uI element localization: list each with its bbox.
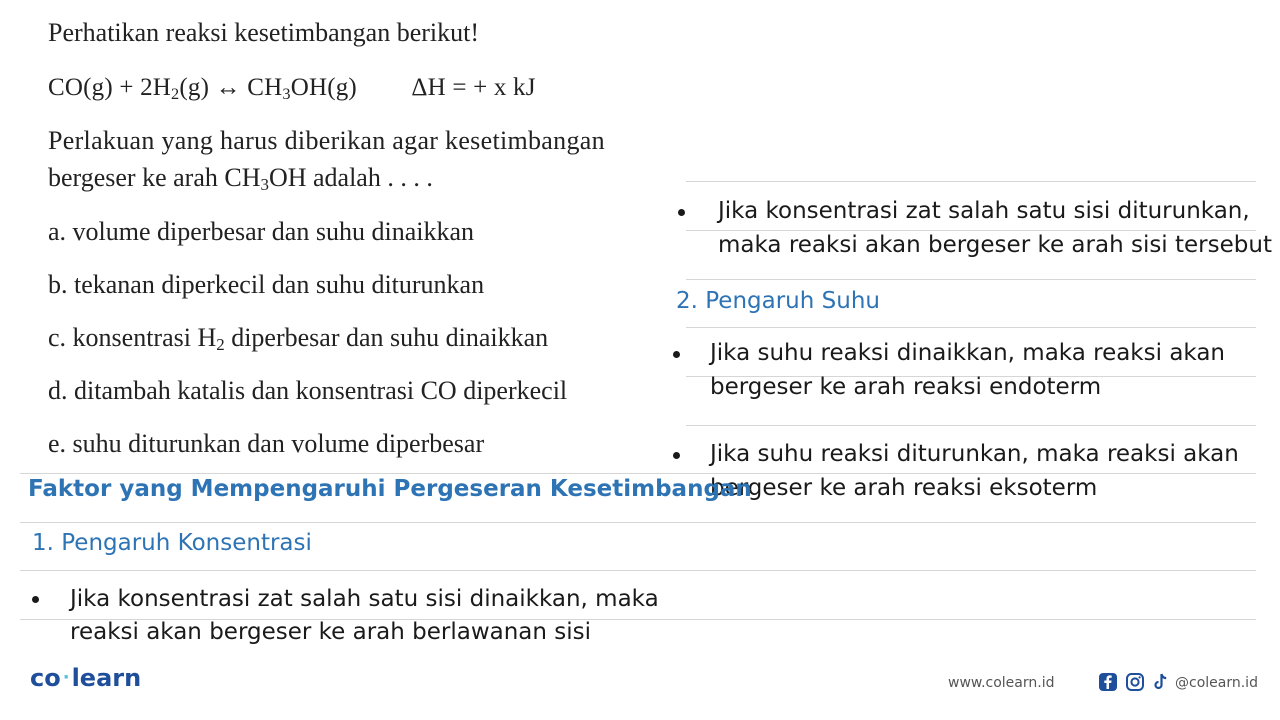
bullet-icon <box>32 596 39 603</box>
logo-part: co <box>30 664 61 692</box>
instagram-icon[interactable] <box>1125 672 1145 692</box>
subscript: 2 <box>171 85 180 104</box>
website-link[interactable]: www.colearn.id <box>948 675 1055 691</box>
rule-line <box>686 425 1256 426</box>
question-stem-line2 <box>48 163 433 193</box>
rule-line <box>20 473 1256 474</box>
note-text: bergeser ke arah reaksi endoterm <box>710 374 1102 400</box>
option-part: c. konsentrasi H <box>48 323 217 352</box>
option-e[interactable]: e. suhu diturunkan dan volume diperbesar <box>48 429 485 458</box>
colearn-logo <box>30 664 141 692</box>
note-text: Jika konsentrasi zat salah satu sisi dinaikkan, maka <box>70 586 659 612</box>
rule-line <box>686 279 1256 280</box>
social-handle[interactable]: @colearn.id <box>1175 675 1258 691</box>
enthalpy-value: ΔH = + x kJ <box>411 74 536 101</box>
note-text: Jika suhu reaksi diturunkan, maka reaksi akan <box>710 441 1239 467</box>
reaction-part: OH(g) <box>290 74 357 101</box>
stem-part: OH adalah . . . . <box>268 163 433 192</box>
tiktok-icon[interactable] <box>1151 672 1171 692</box>
reaction-equation <box>48 74 536 102</box>
subscript: 3 <box>282 85 291 104</box>
question-stem-line1: Perlakuan yang harus diberikan agar kesetimbangan <box>48 126 605 155</box>
option-d[interactable]: d. ditambah katalis dan konsentrasi CO diperkecil <box>48 376 568 405</box>
subscript: 3 <box>260 175 269 195</box>
reaction-part: CO(g) + 2H <box>48 74 172 101</box>
bullet-icon <box>673 351 680 358</box>
reaction-part: (g) ↔ CH <box>179 74 283 101</box>
bullet-icon <box>673 452 680 459</box>
rule-line <box>686 230 1256 231</box>
subscript: 2 <box>216 335 225 355</box>
rule-line <box>20 570 1256 571</box>
stem-part: bergeser ke arah CH <box>48 163 261 192</box>
section-title-suhu: 2. Pengaruh Suhu <box>676 288 880 314</box>
note-text: reaksi akan bergeser ke arah berlawanan sisi <box>70 619 592 645</box>
option-a[interactable]: a. volume diperbesar dan suhu dinaikkan <box>48 217 474 246</box>
option-b[interactable]: b. tekanan diperkecil dan suhu diturunkan <box>48 270 485 299</box>
bullet-icon <box>678 209 685 216</box>
question-title: Perhatikan reaksi kesetimbangan berikut! <box>48 18 480 47</box>
rule-line <box>686 327 1256 328</box>
rule-line <box>20 522 1256 523</box>
note-text: Jika konsentrasi zat salah satu sisi diturunkan, <box>718 198 1250 224</box>
facebook-icon[interactable] <box>1098 672 1118 692</box>
notes-heading: Faktor yang Mempengaruhi Pergeseran Kesetimbangan <box>28 476 752 502</box>
note-text: maka reaksi akan bergeser ke arah sisi tersebut <box>718 232 1272 258</box>
section-title-konsentrasi: 1. Pengaruh Konsentrasi <box>32 530 312 556</box>
option-c[interactable] <box>48 323 548 353</box>
note-text: bergeser ke arah reaksi eksoterm <box>710 475 1098 501</box>
note-text: Jika suhu reaksi dinaikkan, maka reaksi akan <box>710 340 1225 366</box>
rule-line <box>686 181 1256 182</box>
logo-separator: · <box>62 667 70 688</box>
logo-part: learn <box>71 664 142 692</box>
option-part: diperbesar dan suhu dinaikkan <box>224 323 549 352</box>
